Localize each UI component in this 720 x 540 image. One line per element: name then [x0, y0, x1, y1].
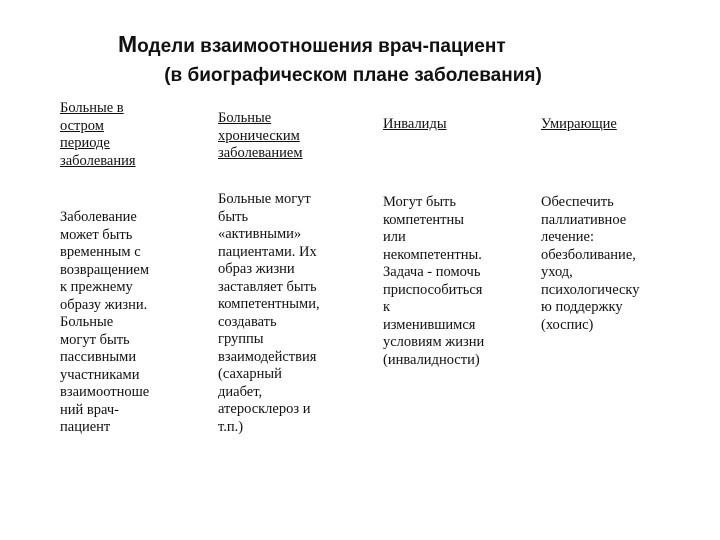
body-line: к прежнему — [60, 279, 133, 295]
column-header-acute — [60, 100, 136, 170]
body-line: к — [383, 299, 391, 315]
column-header-chronic — [218, 110, 303, 163]
title-initial-letter: М — [118, 31, 138, 57]
body-line: приспособиться — [383, 281, 483, 298]
body-line: (инвалидности) — [383, 351, 480, 368]
column-header-dying — [541, 116, 617, 134]
body-line: т.п.) — [218, 418, 244, 435]
body-line: компетентны — [383, 211, 465, 228]
body-line: взаимодействия — [218, 348, 317, 365]
header-line: Больные — [218, 110, 272, 126]
column-body-disabled — [383, 194, 484, 369]
body-line: возвращением — [60, 261, 149, 278]
column-body-chronic — [218, 191, 320, 436]
title-line-2: (в биографическом плане заболевания) — [164, 65, 542, 86]
body-line: участниками — [60, 366, 140, 383]
header-line: Умирающие — [541, 116, 617, 132]
body-line: группы — [218, 331, 264, 347]
body-line: психологическу — [541, 281, 640, 298]
body-line: (сахарный — [218, 366, 282, 382]
body-line: изменившимся — [383, 316, 476, 333]
page-title — [118, 30, 588, 90]
body-line: уход, — [541, 264, 573, 280]
body-line: некомпетентны. — [383, 246, 482, 263]
body-line: может быть — [60, 226, 133, 243]
header-line: периоде — [60, 135, 110, 151]
body-line: ний врач- — [60, 401, 119, 418]
title-line-1-text: одели взаимоотношения врач-пациент — [137, 36, 506, 57]
body-line: быть — [218, 208, 249, 225]
body-line: атеросклероз и — [218, 401, 311, 417]
body-line: пассивными — [60, 349, 137, 365]
column-body-acute — [60, 209, 149, 437]
column-header-disabled — [383, 116, 447, 134]
body-line: пациент — [60, 419, 111, 435]
body-line: образу жизни. — [60, 296, 148, 313]
body-line: условиям жизни — [383, 334, 485, 350]
body-line: «активными» — [218, 226, 302, 242]
body-line: Больные могут — [218, 191, 311, 207]
header-line: заболевания — [60, 152, 136, 169]
header-line: остром — [60, 117, 104, 134]
body-line: лечение: — [541, 229, 595, 245]
body-line: (хоспис) — [541, 316, 594, 333]
header-line: Инвалиды — [383, 116, 447, 132]
title-line-1 — [118, 30, 588, 61]
body-line: взаимоотноше — [60, 384, 150, 400]
body-line: обезболивание, — [541, 246, 636, 263]
column-body-dying — [541, 194, 640, 334]
body-line: Больные — [60, 314, 114, 330]
body-line: паллиативное — [541, 211, 627, 228]
body-line: Обеспечить — [541, 194, 614, 210]
body-line: Задача - помочь — [383, 264, 481, 280]
body-line: или — [383, 229, 406, 245]
body-line: Могут быть — [383, 194, 457, 210]
body-line: заставляет быть — [218, 278, 317, 295]
body-line: диабет, — [218, 383, 263, 400]
body-line: компетентными, — [218, 296, 320, 312]
body-line: пациентами. Их — [218, 243, 317, 260]
body-line: могут быть — [60, 331, 130, 348]
body-line: создавать — [218, 313, 277, 330]
header-line: Больные в — [60, 100, 124, 116]
body-line: образ жизни — [218, 261, 295, 277]
body-line: временным с — [60, 244, 141, 260]
header-line: хроническим — [218, 127, 300, 144]
body-line: Заболевание — [60, 209, 137, 225]
header-line: заболеванием — [218, 145, 303, 161]
body-line: ю поддержку — [541, 299, 623, 315]
